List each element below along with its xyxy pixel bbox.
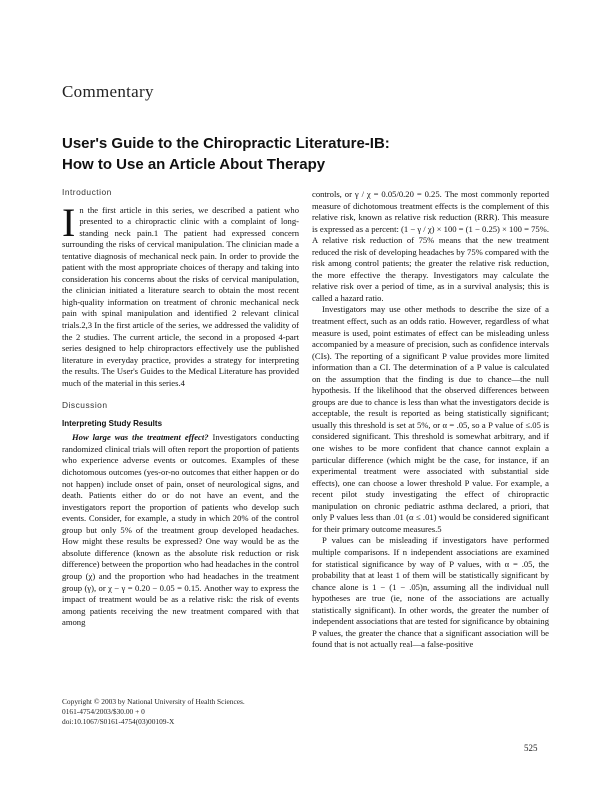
discussion-text: Investigators conducting randomized clinical trials will often report the proportion of patients who experience adverse events or outcomes. Examples of these dichotomous outcomes (yes-or-no outcomes that either happen or do not happen) include onset of pain, onset of neurological signs, and death. Patients either do or do not have an event, and the investigators report the proportion of patients who develop such events. Consider, for example, a study in which 20% of the control group but only 5% of the treatment group developed headaches. How might these results be expressed? One way would be as the absolute difference (known as the absolute risk reduction or risk difference) between the proportion who had headaches in the control group (χ) and the proportion who had headaches in the treatment group (γ), or χ − γ = 0.20 − 0.05 = 0.15. Another way to express the impact of treatment would be as a relative risk: the risk of events among patients receiving the new treatment compared with that among bbox=[62, 432, 299, 628]
leadin-question: How large was the treatment effect? bbox=[72, 432, 209, 443]
article-title bbox=[62, 133, 552, 175]
section-label: Commentary bbox=[62, 82, 154, 101]
drop-cap: I bbox=[62, 199, 76, 245]
right-paragraph-2: Investigators may use other methods to describe the size of a treatment effect, such as an odds ratio. However, regardless of what measure is used, point estimates of effect can be misleading unless accompanied by a measure of precision, such as confidence intervals (CIs). The reporting of a significant P value provides more limited information than a CI. The determination of a P value is calculated on the assumption that the finding is due to chance—the null hypothesis. If the likelihood that the observed differences between groups are due to chance is less than what the investigators decide is acceptable, the result is reported as being statistically significant; usually this threshold is set at 5%, or α = .05, so a P value of ≤.05 is considered significant. This threshold is somewhat arbitrary, and if one wishes to be more confident that chance cannot explain a particular difference (which might be the case, for instance, if an experimental treatment were associated with substantial side effects), one can choose a lower threshold P value. For example, a recent pilot study investigating the effect of chiropractic manipulation on chronic pediatric asthma declared, a priori, that only P values less than .01 (α ≤ .01) would be considered significant for their primary outcome measures.5 bbox=[312, 304, 549, 534]
footnote-line-1: Copyright © 2003 by National University of Health Sciences. bbox=[62, 697, 245, 706]
left-column bbox=[62, 187, 299, 629]
discussion-heading: Discussion bbox=[62, 400, 108, 411]
right-column bbox=[312, 189, 549, 651]
introduction-paragraph bbox=[62, 199, 299, 390]
copyright-footnote bbox=[62, 697, 302, 727]
discussion-paragraph bbox=[62, 432, 299, 628]
page-number: 525 bbox=[524, 743, 538, 753]
title-line-1: User's Guide to the Chiropractic Literature-IB: bbox=[62, 135, 390, 152]
right-paragraph-1: controls, or γ / χ = 0.05/0.20 = 0.25. The most commonly reported measure of dichotomous treatment effects is the complement of this relative risk, known as relative risk reduction (RRR). This measure is expressed as a percent: (1 − γ / χ) × 100 = (1 − 0.25) × 100 = 75%. A relative risk reduction of 75% means that the new treatment reduced the risk of developing headaches by 75% compared with the risk among control patients; the greater the relative risk reduction, the more effective the therapy. Investigators may calculate the relative risk over a period of time, as in a survival analysis; this is called a hazard ratio. bbox=[312, 189, 549, 303]
discussion-subheading: Interpreting Study Results bbox=[62, 418, 163, 428]
title-line-2: How to Use an Article About Therapy bbox=[62, 156, 326, 173]
right-paragraph-3: P values can be misleading if investigators have performed multiple comparisons. If n independent associations are examined for statistical significance by way of P values, with α = .05, the probability that at least 1 of them will be statistically significant by chance alone is 1 − (1 − .05)n, assuming all the individual null hypotheses are true (ie, none of the associations are actually statistically significant). In other words, the greater the number of independent associations that are tested for significance by obtaining P values, the greater the chance that a significant association will be found that is not actually real—a false-positive bbox=[312, 535, 549, 650]
introduction-text: n the first article in this series, we described a patient who presented to a chiropractic clinic with a complaint of long-standing neck pain.1 The patient had expressed concern surrounding the risks of cervical manipulation. The clinician made a tentative diagnosis of mechanical neck pain. In order to provide the patient with the most appropriate choices of therapy and taking into consideration his concerns about the risks of cervical manipulation, the clinician initiated a literature search to obtain the most recent high-quality information on treatment of chronic mechanical neck pain with spinal manipulation and identified 2 relevant clinical trials.2,3 In the first article of the series, we addressed the validity of the 2 studies. The current article, the second in a proposed 4-part series designed to help chiropractors effectively use the published literature in everyday practice, provides a strategy for interpreting the results. The User's Guides to the Medical Literature has provided much of the material in this series.4 bbox=[62, 204, 299, 388]
footnote-line-2: 0161-4754/2003/$30.00 + 0 bbox=[62, 707, 145, 716]
introduction-heading: Introduction bbox=[62, 187, 112, 197]
footnote-line-3: doi:10.1067/S0161-4754(03)00109-X bbox=[62, 717, 175, 726]
